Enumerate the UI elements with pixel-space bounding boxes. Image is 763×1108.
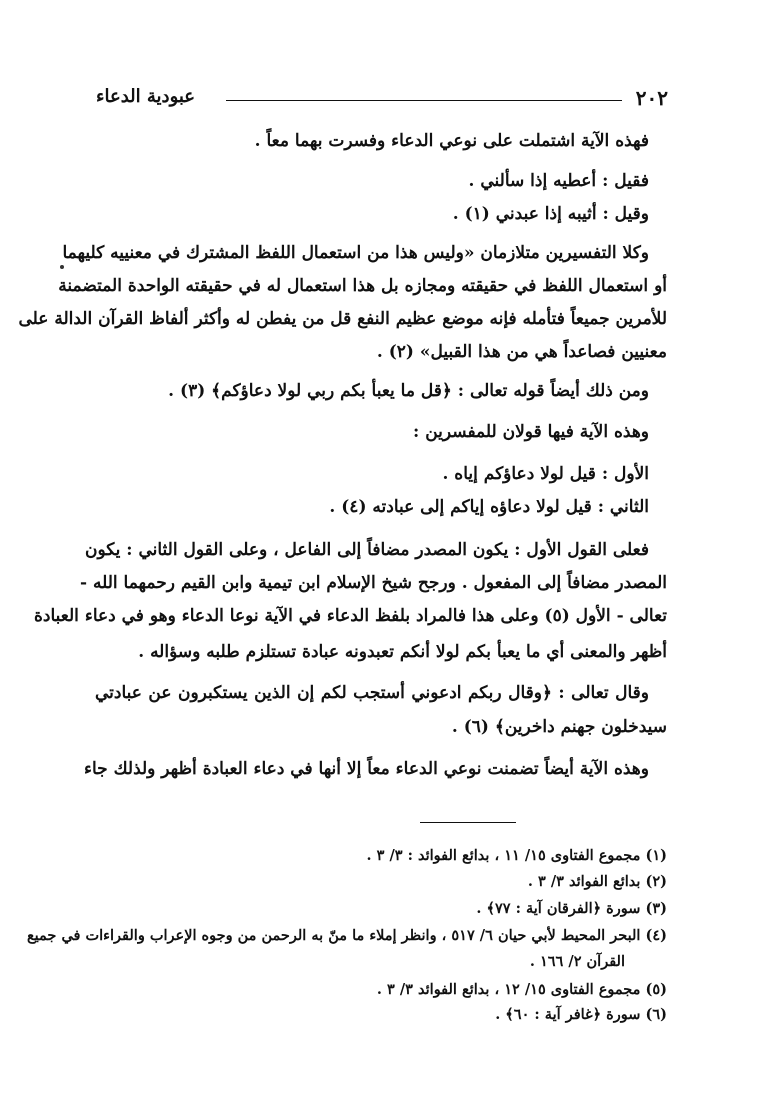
- body-line: الثاني : قيل لولا دعاؤه إياكم إلى عبادته (٤) .: [329, 497, 649, 517]
- body-line: وكلا التفسيرين متلازمان «وليس هذا من استعمال اللفظ المشترك في معنييه كليهما: [62, 243, 649, 263]
- body-line: وهذه الآية أيضاً تضمنت نوعي الدعاء معاً إلا أنها في دعاء العبادة أظهر ولذلك جاء: [83, 759, 649, 779]
- body-line: وهذه الآية فيها قولان للمفسرين :: [413, 422, 649, 442]
- footnote: (٢) بدائع الفوائد ٣/ ٣ .: [527, 873, 667, 890]
- footnote: (٤) البحر المحيط لأبي حيان ٦/ ٥١٧ ، وانظر إملاء ما منّ به الرحمن من وجوه الإعراب والقراءات في جميع: [26, 927, 667, 944]
- body-line: أو استعمال اللفظ في حقيقته ومجازه بل هذا استعمال له في حقيقته الواحدة المتضمنة: [58, 276, 667, 296]
- footnote: (١) مجموع الفتاوى ١٥/ ١١ ، بدائع الفوائد : ٣/ ٣ .: [366, 847, 667, 864]
- body-line: فعلى القول الأول : يكون المصدر مضافاً إلى الفاعل ، وعلى القول الثاني : يكون: [84, 540, 649, 560]
- footnote-continuation: القرآن ٢/ ١٦٦ .: [529, 953, 625, 970]
- body-line: وقال تعالى : ﴿وقال ربكم ادعوني أستجب لكم إن الذين يستكبرون عن عبادتي: [95, 683, 649, 703]
- body-line: فقيل : أعطيه إذا سألني .: [468, 171, 649, 191]
- header-rule: [226, 100, 622, 101]
- body-line: تعالى - الأول (٥) وعلى هذا فالمراد بلفظ الدعاء في الآية نوعا الدعاء وهو في دعاء العبادة: [34, 606, 667, 626]
- body-line: للأمرين جميعاً فتأمله فإنه موضع عظيم النفع قل من يفطن له وأكثر ألفاظ القرآن الدالة على: [18, 309, 667, 329]
- footnote: (٦) سورة ﴿غافر آية : ٦٠﴾ .: [495, 1006, 667, 1023]
- running-title: عبودية الدعاء: [96, 86, 196, 107]
- body-line: سيدخلون جهنم داخرين﴾ (٦) .: [451, 717, 667, 737]
- body-line: معنيين فصاعداً هي من هذا القبيل» (٢) .: [376, 342, 667, 362]
- page-header: [96, 86, 668, 114]
- footnote-rule: [420, 822, 516, 823]
- body-line: فهذه الآية اشتملت على نوعي الدعاء وفسرت بهما معاً .: [254, 131, 649, 151]
- footnote: (٥) مجموع الفتاوى ١٥/ ١٢ ، بدائع الفوائد ٣/ ٣ .: [376, 981, 667, 998]
- footnote: (٣) سورة ﴿الفرقان آية : ٧٧﴾ .: [476, 900, 667, 917]
- body-line: وقيل : أثيبه إذا عبدني (١) .: [452, 204, 649, 224]
- body-line: ومن ذلك أيضاً قوله تعالى : ﴿قل ما يعبأ بكم ربي لولا دعاؤكم﴾ (٣) .: [168, 381, 649, 401]
- body-line: الأول : قيل لولا دعاؤكم إياه .: [442, 464, 649, 484]
- body-line: المصدر مضافاً إلى المفعول . ورجح شيخ الإسلام ابن تيمية وابن القيم رحمهما الله -: [79, 573, 667, 593]
- body-line: أظهر والمعنى أي ما يعبأ بكم لولا أنكم تعبدونه عبادة تستلزم طلبه وسؤاله .: [138, 642, 667, 662]
- page-number: ٢٠٢: [635, 86, 668, 110]
- scan-speck: [60, 265, 64, 269]
